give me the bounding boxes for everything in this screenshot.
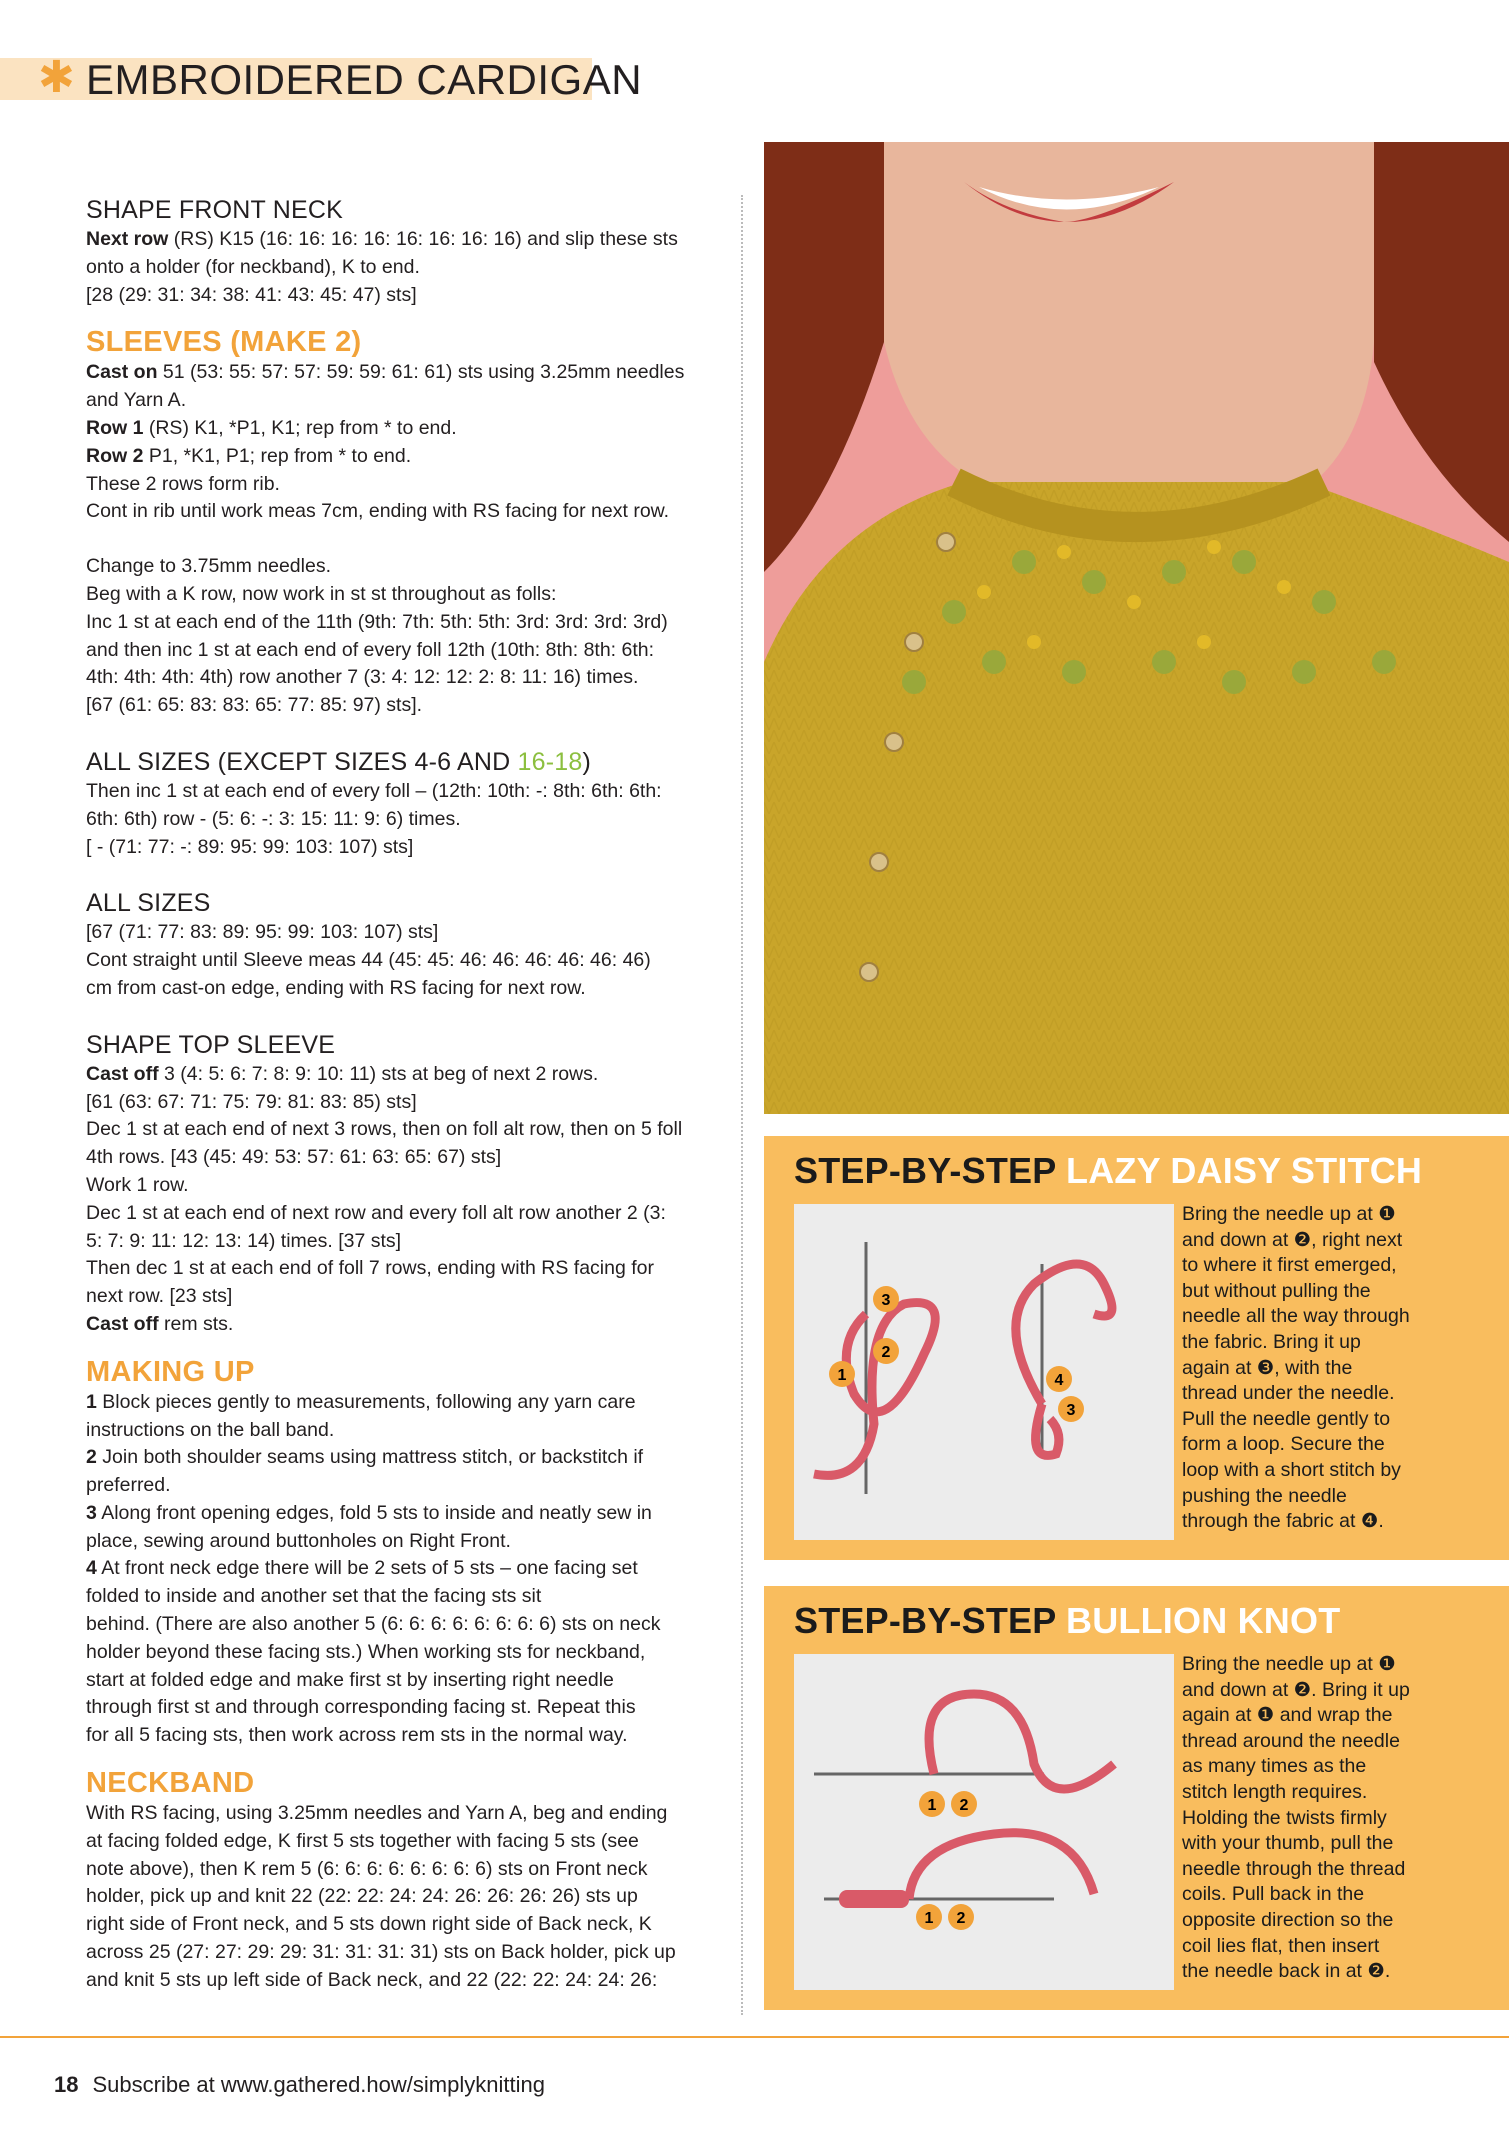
text-line: across 25 (27: 27: 29: 29: 31: 31: 31: 31) sts on Back holder, pick up [86,1941,676,1964]
text-line: Row 1 (RS) K1, *P1, K1; rep from * to end. [86,416,457,439]
text-line: and then inc 1 st at each end of every foll 12th (10th: 8th: 8th: 6th: [86,638,655,661]
text-line: [61 (63: 67: 71: 75: 79: 81: 83: 85) sts] [86,1090,417,1113]
text-line: holder, pick up and knit 22 (22: 22: 24: 24: 26: 26: 26: 26) sts up [86,1885,638,1908]
heading-sleeves: SLEEVES (MAKE 2) [86,326,362,359]
text-line: right side of Front neck, and 5 sts down right side of Back neck, K [86,1913,652,1936]
cardigan-photo [764,142,1509,1114]
text-line: and Yarn A. [86,389,187,412]
text-line: Change to 3.75mm needles. [86,555,331,578]
text-line: 2 Join both shoulder seams using mattress stitch, or backstitch if [86,1446,644,1469]
text-line: next row. [23 sts] [86,1285,233,1308]
text-line: Cast off rem sts. [86,1312,234,1335]
svg-text:3: 3 [1066,1402,1076,1419]
column-divider [741,195,743,2015]
page-number: 18 [54,2072,79,2097]
text-line: Next row (RS) K15 (16: 16: 16: 16: 16: 16: 16: 16) and slip these sts [86,228,678,250]
heading-making-up: MAKING UP [86,1355,255,1388]
heading-all-sizes-except: ALL SIZES (EXCEPT SIZES 4-6 AND 16-18) [86,747,592,776]
text-line: 4th: 4th: 4th: 4th) row another 7 (3: 4: 12: 12: 2: 8: 11: 16) times. [86,666,639,689]
text-line: for all 5 facing sts, then work across rem sts in the normal way. [86,1724,628,1747]
text-line: [67 (71: 77: 83: 89: 95: 99: 103: 107) sts] [86,921,439,944]
text-line: 5: 7: 9: 11: 12: 13: 14) times. [37 sts] [86,1229,402,1252]
text-line: [ - (71: 77: -: 89: 95: 99: 103: 107) sts] [86,835,414,858]
svg-text:2: 2 [959,1797,969,1814]
svg-text:4: 4 [1054,1372,1064,1389]
text-line: cm from cast-on edge, ending with RS facing for next row. [86,976,586,999]
text-line: note above), then K rem 5 (6: 6: 6: 6: 6: 6: 6: 6) sts on Front neck [86,1857,648,1880]
page-title: EMBROIDERED CARDIGAN [86,56,643,103]
text-line: Cont straight until Sleeve meas 44 (45: 45: 46: 46: 46: 46: 46: 46) [86,949,651,972]
text-line: instructions on the ball band. [86,1418,335,1441]
bullion-knot-instructions: Bring the needle up at ❶ and down at ❷. Bring it up again at ❶ and wrap the thread around the needle as many times as the stitch length requires. Holding the twists firmly with your thumb, pull the needle through the thread coils. Pull back in the opposite direction so the coil lies flat, then insert the needle back in at ❷. [1182,1653,1410,1983]
text-line: at facing folded edge, K first 5 sts together with facing 5 sts (see [86,1829,639,1852]
lazy-daisy-illustration [794,1204,1174,1540]
text-line: onto a holder (for neckband), K to end. [86,255,420,278]
heading-shape-top-sleeve: SHAPE TOP SLEEVE [86,1030,336,1059]
bullion-knot-box [764,1586,1509,2010]
bullion-knot-title: STEP-BY-STEP BULLION KNOT [794,1600,1341,1641]
text-line: Dec 1 st at each end of next row and every foll alt row another 2 (3: [86,1201,666,1224]
lazy-daisy-box [764,1136,1509,1560]
svg-text:1: 1 [837,1367,847,1384]
svg-text:2: 2 [881,1344,891,1361]
text-line: These 2 rows form rib. [86,472,280,495]
text-line: [28 (29: 31: 34: 38: 41: 43: 45: 47) sts] [86,283,417,306]
heading-all-sizes: ALL SIZES [86,889,211,918]
text-line: through first st and through corresponding facing st. Repeat this [86,1696,636,1719]
text-line: Cont in rib until work meas 7cm, ending with RS facing for next row. [86,500,670,523]
text-line: 1 Block pieces gently to measurements, following any yarn care [86,1390,636,1413]
heading-shape-front-neck: SHAPE FRONT NECK [86,196,343,224]
text-line: Cast off 3 (4: 5: 6: 7: 8: 9: 10: 11) sts at beg of next 2 rows. [86,1062,599,1085]
lazy-daisy-instructions: Bring the needle up at ❶ and down at ❷, right next to where it first emerged, but without pulling the needle all the way through the fabric. Bring it up again at ❸, with the thread under the needle. Pull the needle gently to form a loop. Secure the loop with a short stitch by pushing the needle through the fabric at ❹. [1182,1203,1410,1533]
text-line: With RS facing, using 3.25mm needles and Yarn A, beg and ending [86,1802,668,1825]
svg-text:1: 1 [927,1797,937,1814]
pattern-column [86,195,726,1995]
bullion-knot-illustration [794,1654,1174,1990]
svg-text:3: 3 [881,1292,891,1309]
text-line: Work 1 row. [86,1173,189,1196]
heading-neckband: NECKBAND [86,1767,255,1800]
footer-rule [0,2036,1509,2038]
text-line: Cast on 51 (53: 55: 57: 57: 59: 59: 61: 61) sts using 3.25mm needles [86,361,685,384]
text-line: 6th: 6th) row - (5: 6: -: 3: 15: 11: 9: 6) times. [86,807,461,830]
footer [54,2072,545,2098]
text-line: and knit 5 sts up left side of Back neck, and 22 (22: 22: 24: 24: 26: [86,1968,658,1991]
text-line: 3 Along front opening edges, fold 5 sts to inside and neatly sew in [86,1501,652,1524]
text-line: preferred. [86,1474,171,1497]
text-line: place, sewing around buttonholes on Right Front. [86,1529,511,1552]
text-line: Inc 1 st at each end of the 11th (9th: 7th: 5th: 5th: 3rd: 3rd: 3rd: 3rd) [86,610,668,633]
text-line: holder beyond these facing sts.) When working sts for neckband, [86,1640,646,1663]
text-line: folded to inside and another set that the facing sts sit [86,1585,542,1608]
text-line: Then inc 1 st at each end of every foll – (12th: 10th: -: 8th: 6th: 6th: [86,779,662,802]
text-line: Beg with a K row, now work in st st throughout as folls: [86,582,557,605]
svg-text:2: 2 [956,1910,966,1927]
star-icon: ✱ [38,53,75,102]
text-line: [67 (61: 65: 83: 83: 65: 77: 85: 97) sts]. [86,694,423,717]
text-line: Dec 1 st at each end of next 3 rows, then on foll alt row, then on 5 foll [86,1118,683,1141]
svg-text:1: 1 [924,1910,934,1927]
text-line: behind. (There are also another 5 (6: 6: 6: 6: 6: 6: 6: 6) sts on neck [86,1613,661,1636]
lazy-daisy-title: STEP-BY-STEP LAZY DAISY STITCH [794,1150,1423,1191]
text-line: Then dec 1 st at each end of foll 7 rows, ending with RS facing for [86,1257,654,1280]
text-line: Row 2 P1, *K1, P1; rep from * to end. [86,444,412,467]
text-line: start at folded edge and make first st by inserting right needle [86,1668,614,1691]
text-line: 4 At front neck edge there will be 2 sets of 5 sts – one facing set [86,1557,638,1580]
subscribe-link[interactable]: Subscribe at www.gathered.how/simplyknitting [92,2072,545,2097]
text-line: 4th rows. [43 (45: 49: 53: 57: 61: 63: 65: 67) sts] [86,1146,502,1169]
